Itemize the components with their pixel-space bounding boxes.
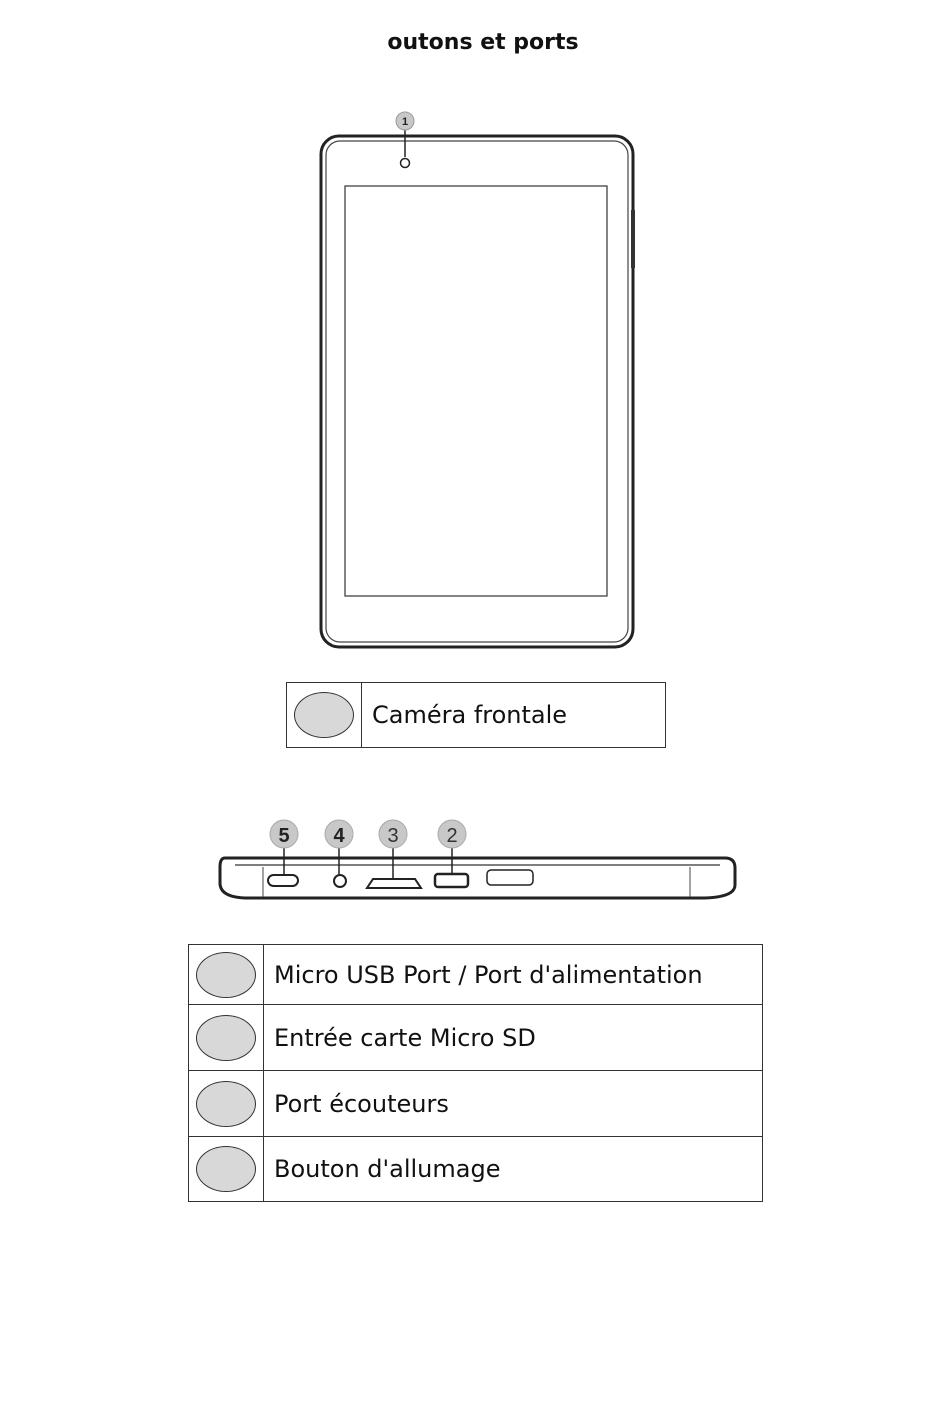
tablet-front-illustration bbox=[300, 100, 660, 660]
callout-oval bbox=[196, 952, 256, 998]
legend-label: Micro USB Port / Port d'alimentation bbox=[264, 945, 763, 1005]
callout-oval bbox=[196, 1015, 256, 1061]
ports-legend-table bbox=[188, 944, 763, 1202]
callout-number-3: 3 bbox=[387, 825, 399, 847]
legend-row bbox=[189, 1137, 763, 1202]
callout-oval bbox=[196, 1081, 256, 1127]
callout-number-2: 2 bbox=[446, 825, 458, 847]
legend-label: Caméra frontale bbox=[362, 683, 666, 748]
callout-oval bbox=[196, 1146, 256, 1192]
callout-number-1: 1 bbox=[401, 116, 409, 128]
legend-row bbox=[189, 945, 763, 1005]
tablet-side-illustration bbox=[205, 805, 750, 915]
legend-row bbox=[287, 683, 666, 748]
page-title: outons et ports bbox=[387, 30, 579, 55]
callout-number-5: 5 bbox=[278, 825, 290, 847]
legend-row bbox=[189, 1005, 763, 1071]
callout-oval bbox=[294, 692, 354, 738]
callout-number-4: 4 bbox=[333, 825, 345, 847]
camera-lens-icon bbox=[401, 159, 410, 168]
legend-label: Bouton d'allumage bbox=[264, 1137, 763, 1202]
front-legend-table bbox=[286, 682, 666, 748]
legend-label: Entrée carte Micro SD bbox=[264, 1005, 763, 1071]
legend-label: Port écouteurs bbox=[264, 1071, 763, 1137]
legend-row bbox=[189, 1071, 763, 1137]
